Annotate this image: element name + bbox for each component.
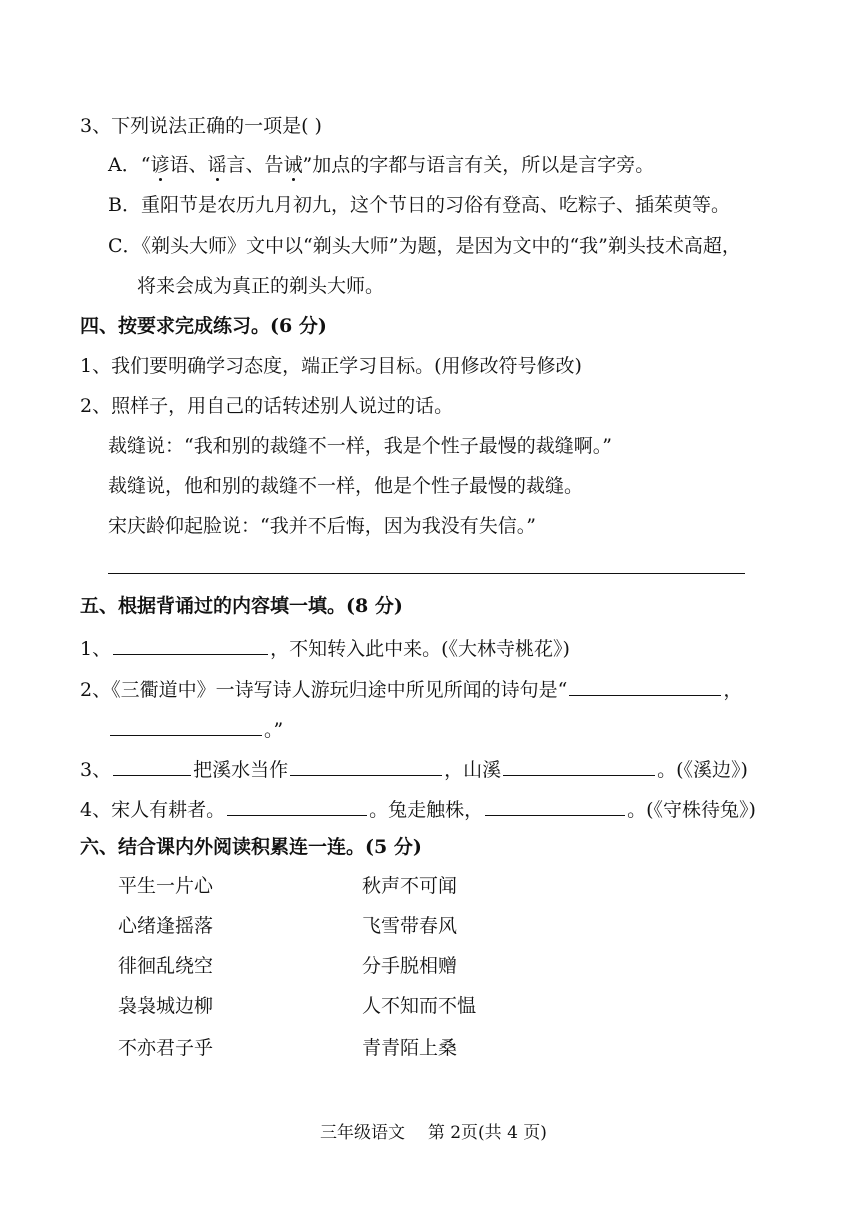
fill-blank[interactable] <box>113 755 191 776</box>
match-left-item[interactable]: 袅袅城边柳 <box>118 995 214 1017</box>
footer-page-number: 第 2页(共 4 页) <box>427 1123 547 1143</box>
section-5-q4-text-b: 。兔走触株， <box>369 799 484 821</box>
section-4-answer-line[interactable] <box>108 573 745 574</box>
q3-option-c-line2: 将来会成为真正的剃头大师。 <box>137 275 385 297</box>
q3-a-dotted-char-2: 谣 <box>207 154 227 176</box>
q3-stem: 3、下列说法正确的一项是( ) <box>80 115 322 137</box>
match-left-item[interactable]: 徘徊乱绕空 <box>118 955 214 977</box>
q3-a-rest: ”加点的字都与语言有关，所以是言字旁。 <box>302 154 655 176</box>
section-5-q1-text: ，不知转入此中来。(《大林寺桃花》) <box>270 638 570 660</box>
section-5-q4-text-c: 。(《守株待兔》) <box>627 799 756 821</box>
section-5-q2-end: 。” <box>264 719 284 741</box>
section-5-q3-text-c: 。(《溪边》) <box>657 759 748 781</box>
section-5-q4 <box>80 795 756 822</box>
footer-subject: 三年级语文 <box>320 1123 405 1143</box>
section-4-q2: 2、照样子，用自己的话转述别人说过的话。 <box>80 395 454 417</box>
section-5-q3-text-b: ，山溪 <box>444 759 502 781</box>
section-4-example-reported: 裁缝说，他和别的裁缝不一样，他是个性子最慢的裁缝。 <box>108 475 584 497</box>
match-left-item[interactable]: 心绪逢摇落 <box>118 915 214 937</box>
match-right-item[interactable]: 青青陌上桑 <box>362 1037 458 1059</box>
page-footer <box>320 1122 547 1144</box>
match-right-item[interactable]: 分手脱相赠 <box>362 955 458 977</box>
q3-option-a <box>108 153 654 177</box>
section-5-title: 五、根据背诵过的内容填一填。(8 分) <box>80 595 403 617</box>
section-5-q1-number: 1、 <box>80 638 112 660</box>
section-5-q3-number: 3、 <box>80 759 112 781</box>
section-5-q3 <box>80 755 748 782</box>
section-5-q2-text: 2、《三衢道中》一诗写诗人游玩归途中所见所闻的诗句是“ <box>80 679 568 701</box>
q3-a-text-2: 言、告 <box>226 154 284 176</box>
fill-blank[interactable] <box>485 795 625 816</box>
section-5-q2 <box>80 675 742 702</box>
section-5-q2-line2 <box>108 715 283 742</box>
fill-blank[interactable] <box>227 795 367 816</box>
section-6-title: 六、结合课内外阅读积累连一连。(5 分) <box>80 836 422 858</box>
section-4-example-original: 裁缝说：“我和别的裁缝不一样，我是个性子最慢的裁缝啊。” <box>108 435 612 457</box>
match-right-item[interactable]: 秋声不可闻 <box>362 875 458 897</box>
q3-option-c-line1: C．《剃头大师》文中以“剃头大师”为题，是因为文中的“我”剃头技术高超， <box>108 235 741 257</box>
fill-blank[interactable] <box>503 755 655 776</box>
section-4-title: 四、按要求完成练习。(6 分) <box>80 315 327 337</box>
fill-blank[interactable] <box>110 715 262 736</box>
match-left-item[interactable]: 不亦君子乎 <box>118 1037 214 1059</box>
q3-a-text-1: 语、 <box>169 154 208 176</box>
section-5-q3-text-a: 把溪水当作 <box>193 759 289 781</box>
q3-option-b: B．重阳节是农历九月初九，这个节日的习俗有登高、吃粽子、插茱萸等。 <box>108 194 730 216</box>
section-5-q4-text-a: 4、宋人有耕者。 <box>80 799 226 821</box>
fill-blank[interactable] <box>113 634 268 655</box>
q3-a-prefix: A．“ <box>108 154 151 176</box>
match-right-item[interactable]: 人不知而不愠 <box>362 995 477 1017</box>
fill-blank[interactable] <box>290 755 442 776</box>
section-4-task-sentence: 宋庆龄仰起脸说：“我并不后悔，因为我没有失信。” <box>108 515 536 537</box>
q3-a-dotted-char-3: 诫 <box>283 154 303 176</box>
q3-a-dotted-char-1: 谚 <box>150 154 170 176</box>
section-5-q1 <box>80 634 570 661</box>
match-left-item[interactable]: 平生一片心 <box>118 875 214 897</box>
section-4-q1: 1、我们要明确学习态度，端正学习目标。(用修改符号修改) <box>80 355 582 377</box>
fill-blank[interactable] <box>569 675 721 696</box>
section-5-q2-comma: ， <box>723 679 743 701</box>
match-right-item[interactable]: 飞雪带春风 <box>362 915 458 937</box>
